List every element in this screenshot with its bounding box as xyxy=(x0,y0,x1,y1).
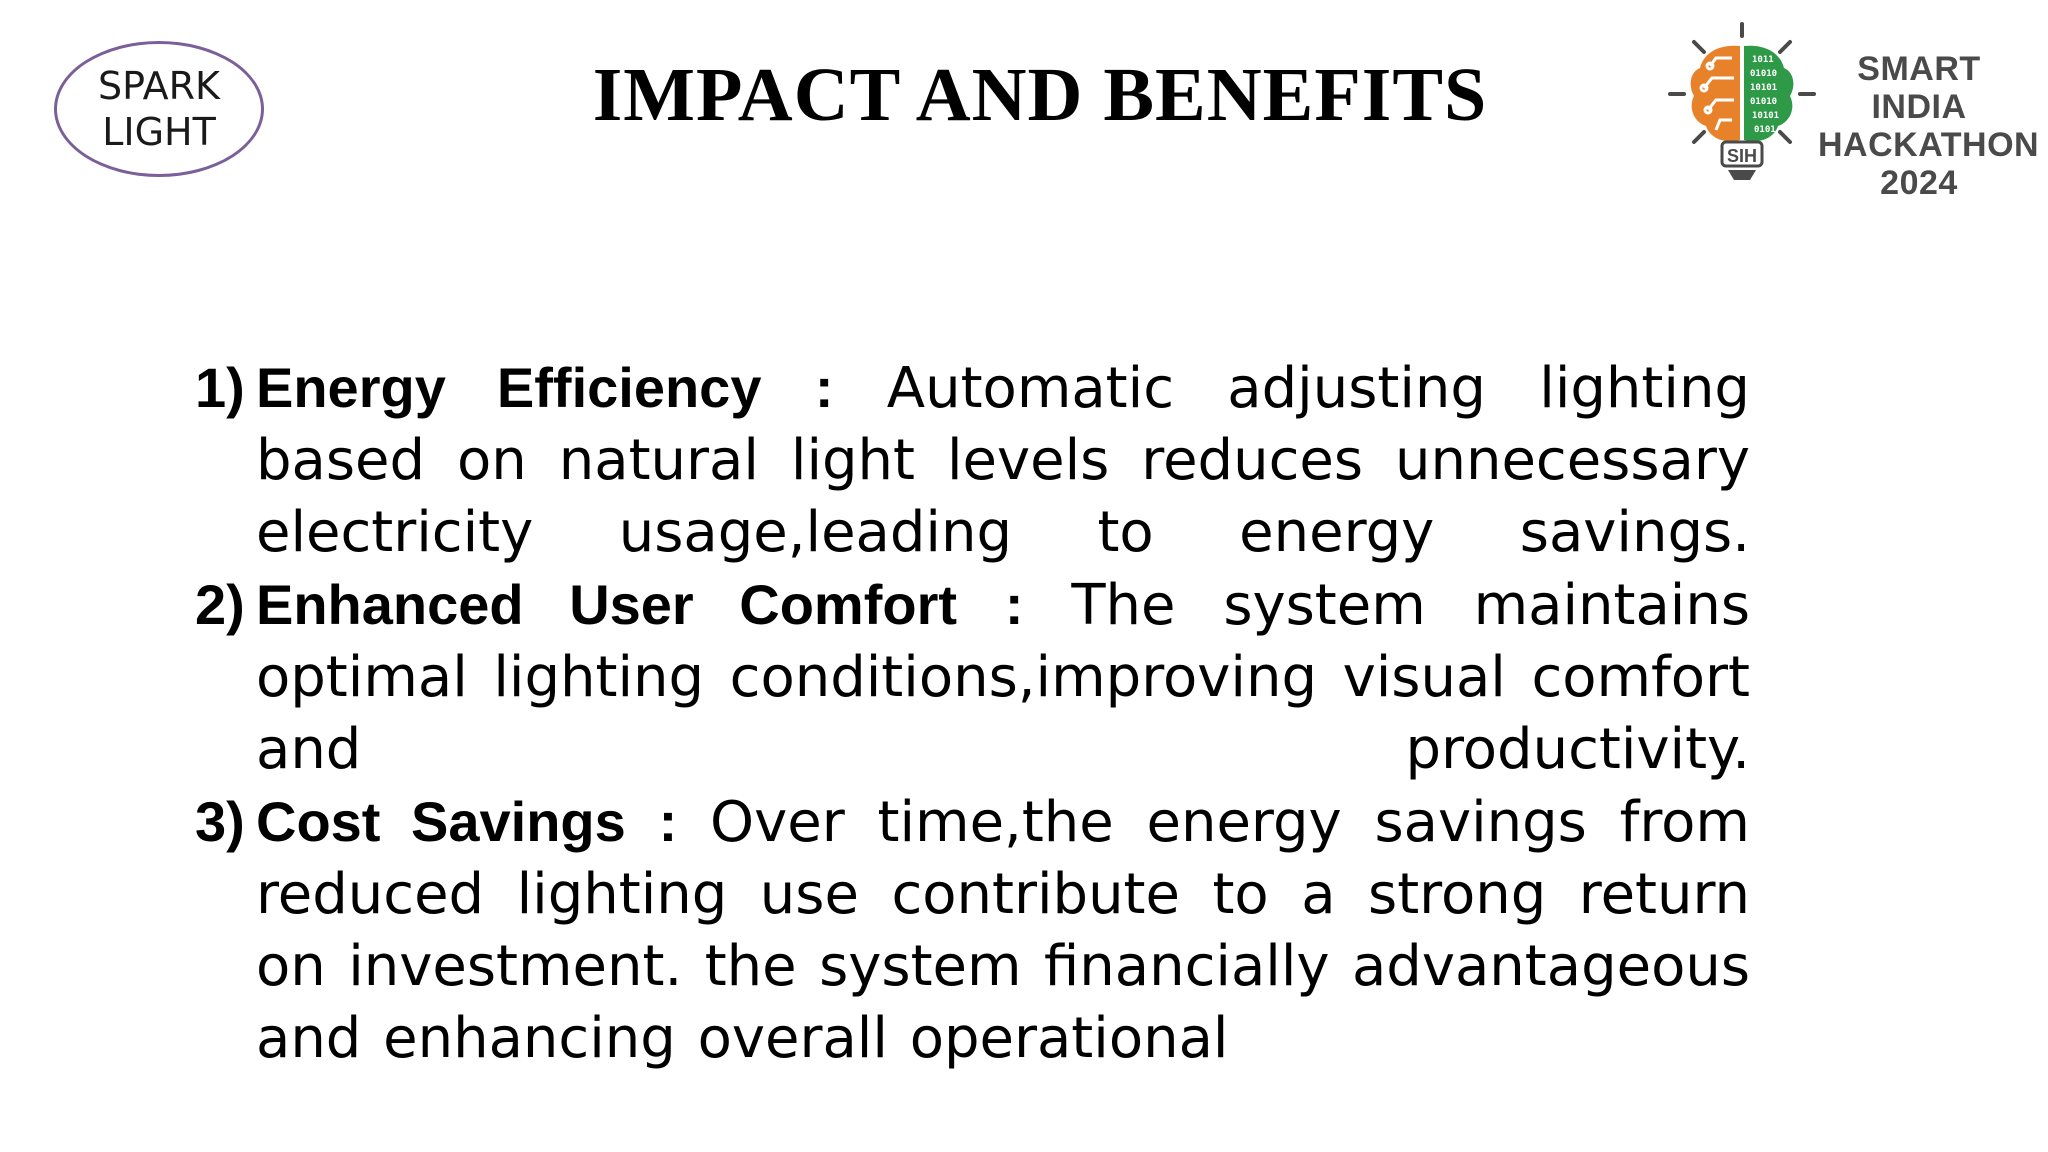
lightbulb-brain-icon xyxy=(1660,20,1820,190)
benefit-text xyxy=(256,786,1750,1075)
benefit-number: 3) xyxy=(195,790,245,853)
svg-text:10101: 10101 xyxy=(1750,83,1778,93)
team-name-line-1: SPARK xyxy=(98,64,220,108)
svg-text:10101: 10101 xyxy=(1752,111,1780,121)
sih-wordmark xyxy=(1818,50,2040,202)
team-name-badge xyxy=(54,41,264,177)
benefit-text xyxy=(256,352,1750,569)
benefits-list xyxy=(195,352,1750,1075)
benefit-description: Over time,the energy savings from reduced lighting use contribute to a strong return on investment. the system financially advantageous and enhancing overall operational xyxy=(256,790,1750,1071)
team-name-line-2: LIGHT xyxy=(102,110,216,154)
benefit-item xyxy=(195,786,1750,1075)
sih-line-3: 2024 xyxy=(1880,164,1958,202)
benefit-number: 1) xyxy=(195,356,245,419)
slide-title: IMPACT AND BENEFITS xyxy=(592,53,1488,137)
bulb-label: SIH xyxy=(1726,146,1758,166)
sih-line-1: SMART INDIA xyxy=(1857,50,1981,126)
benefit-separator: : xyxy=(658,790,678,853)
svg-text:01010: 01010 xyxy=(1750,97,1778,107)
benefit-term: Energy Efficiency xyxy=(256,356,762,419)
benefit-item xyxy=(195,352,1750,569)
benefit-term: Enhanced User Comfort xyxy=(256,573,958,636)
benefit-term: Cost Savings xyxy=(256,790,626,853)
benefit-text xyxy=(256,569,1750,786)
benefit-description: The system maintains optimal lighting conditions,improving visual comfort and productivity. xyxy=(256,573,1750,782)
svg-text:01010: 01010 xyxy=(1750,69,1778,79)
svg-text:0101: 0101 xyxy=(1754,125,1776,135)
sih-logo xyxy=(1660,20,2040,202)
benefit-separator: : xyxy=(814,356,834,419)
benefit-number: 2) xyxy=(195,573,245,636)
benefit-separator: : xyxy=(1004,573,1024,636)
svg-text:1011: 1011 xyxy=(1752,55,1774,65)
sih-line-2: HACKATHON xyxy=(1818,126,2040,164)
benefit-item xyxy=(195,569,1750,786)
benefit-description: Automatic adjusting lighting based on natural light levels reduces unnecessary electricity usage,leading to energy savings. xyxy=(256,356,1750,565)
